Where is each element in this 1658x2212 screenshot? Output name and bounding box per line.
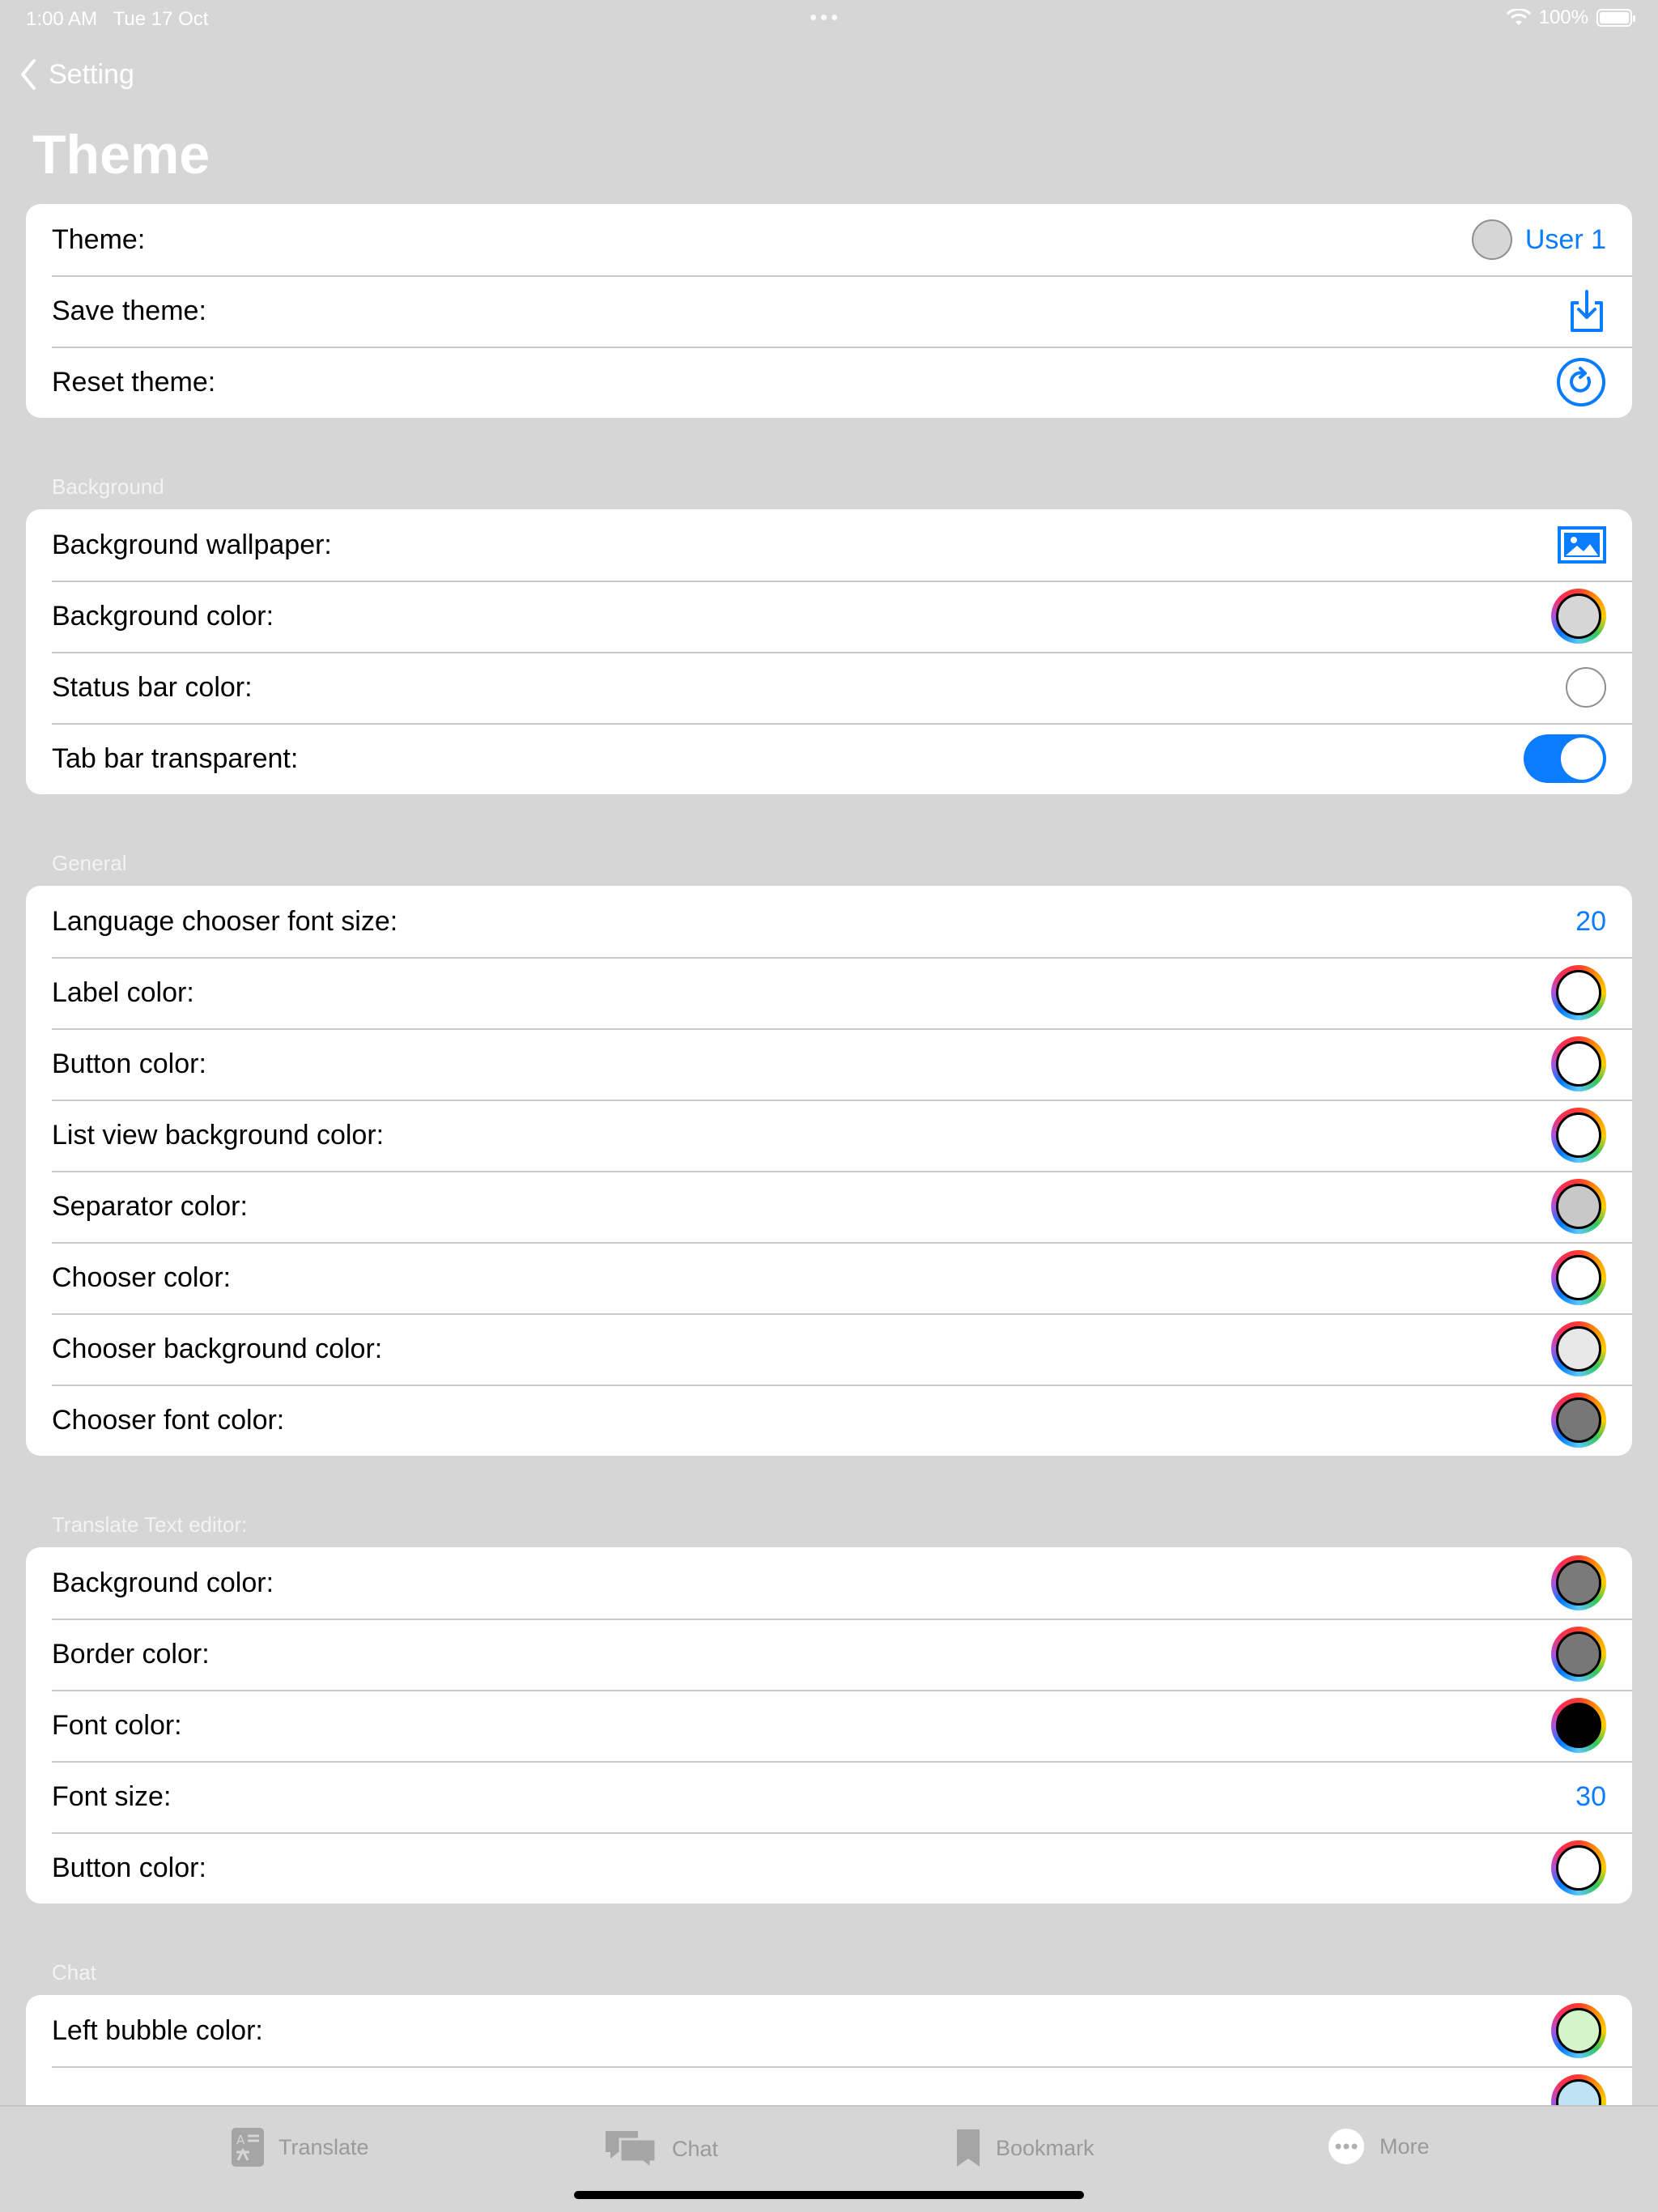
button-color-row[interactable] bbox=[26, 1028, 1632, 1100]
row-label: Left bubble color: bbox=[52, 2014, 263, 2046]
color-well[interactable] bbox=[1551, 1698, 1606, 1753]
color-well[interactable] bbox=[1551, 1840, 1606, 1895]
color-well[interactable] bbox=[1551, 1321, 1606, 1376]
wifi-icon bbox=[1507, 9, 1531, 27]
language-chooser-font-size-row[interactable] bbox=[26, 886, 1632, 957]
color-well[interactable] bbox=[1551, 1179, 1606, 1234]
row-label: Chooser background color: bbox=[52, 1333, 383, 1364]
theme-color-dot bbox=[1472, 219, 1512, 260]
general-group bbox=[26, 886, 1632, 1456]
color-swatch bbox=[1556, 1703, 1601, 1748]
row-label: Button color: bbox=[52, 1048, 206, 1079]
row-label: Border color: bbox=[52, 1638, 210, 1670]
section-header-background: Background bbox=[52, 474, 164, 499]
section-header-general: General bbox=[52, 851, 127, 875]
row-label: Background wallpaper: bbox=[52, 529, 332, 560]
page-title: Theme bbox=[32, 124, 210, 185]
row-label: Tab bar transparent: bbox=[52, 742, 299, 774]
color-well[interactable] bbox=[1551, 1393, 1606, 1448]
bookmark-icon bbox=[955, 2128, 981, 2168]
chat-bubbles-icon bbox=[604, 2128, 657, 2170]
color-well[interactable] bbox=[1551, 2003, 1606, 2058]
tab-bookmark[interactable] bbox=[955, 2128, 1095, 2168]
color-well[interactable] bbox=[1551, 1627, 1606, 1682]
row-label: Language chooser font size: bbox=[52, 905, 398, 937]
reset-theme-row[interactable] bbox=[26, 347, 1632, 418]
back-label: Setting bbox=[49, 58, 134, 90]
color-swatch bbox=[1556, 1326, 1601, 1372]
tab-label: More bbox=[1380, 2133, 1430, 2159]
tab-more[interactable] bbox=[1328, 2128, 1430, 2165]
save-theme-row[interactable] bbox=[26, 275, 1632, 347]
row-label: List view background color: bbox=[52, 1119, 385, 1151]
color-well[interactable] bbox=[1551, 965, 1606, 1020]
battery-icon bbox=[1596, 9, 1632, 27]
svg-text:A: A bbox=[236, 2133, 245, 2147]
color-swatch bbox=[1556, 1631, 1601, 1677]
tab-bar-transparent-toggle[interactable] bbox=[1524, 734, 1606, 783]
translate-editor-group bbox=[26, 1547, 1632, 1904]
tab-translate[interactable] bbox=[232, 2128, 369, 2167]
color-swatch bbox=[1556, 1112, 1601, 1158]
multitasking-dots[interactable]: ••• bbox=[810, 5, 842, 29]
row-label: Background color: bbox=[52, 600, 274, 632]
section-header-chat: Chat bbox=[52, 1960, 96, 1984]
image-icon[interactable] bbox=[1558, 526, 1606, 564]
tab-label: Translate bbox=[278, 2134, 369, 2159]
save-theme-label: Save theme: bbox=[52, 295, 206, 326]
color-well[interactable] bbox=[1551, 589, 1606, 644]
row-label: Separator color: bbox=[52, 1190, 248, 1222]
settings-content[interactable] bbox=[26, 204, 1632, 2138]
list-view-background-color-row[interactable] bbox=[26, 1100, 1632, 1171]
background-color-row[interactable] bbox=[26, 581, 1632, 652]
reset-theme-label: Reset theme: bbox=[52, 366, 216, 398]
color-swatch bbox=[1556, 1397, 1601, 1443]
color-well[interactable] bbox=[1551, 1036, 1606, 1091]
color-well[interactable] bbox=[1551, 1555, 1606, 1610]
status-right bbox=[1507, 6, 1632, 29]
color-swatch bbox=[1556, 1845, 1601, 1891]
label-color-row[interactable] bbox=[26, 957, 1632, 1028]
row-label: Status bar color: bbox=[52, 671, 253, 703]
row-label: Background color: bbox=[52, 1567, 274, 1598]
tab-chat[interactable] bbox=[604, 2128, 718, 2170]
editor-button-color-row[interactable] bbox=[26, 1832, 1632, 1904]
battery-percent: 100% bbox=[1538, 6, 1588, 28]
status-bar bbox=[0, 0, 1658, 39]
reset-icon[interactable] bbox=[1556, 357, 1606, 407]
left-bubble-color-row[interactable] bbox=[26, 1995, 1632, 2066]
home-indicator bbox=[574, 2191, 1084, 2199]
status-bar-color-row[interactable] bbox=[26, 652, 1632, 723]
editor-border-color-row[interactable] bbox=[26, 1619, 1632, 1690]
row-label: Button color: bbox=[52, 1852, 206, 1883]
chooser-font-color-row[interactable] bbox=[26, 1385, 1632, 1456]
translate-icon bbox=[232, 2128, 264, 2167]
separator-color-row[interactable] bbox=[26, 1171, 1632, 1242]
editor-font-size-row[interactable] bbox=[26, 1761, 1632, 1832]
background-group bbox=[26, 509, 1632, 794]
color-swatch bbox=[1556, 1041, 1601, 1087]
color-swatch bbox=[1556, 1184, 1601, 1229]
tab-label: Chat bbox=[672, 2136, 719, 2161]
chooser-background-color-row[interactable] bbox=[26, 1313, 1632, 1385]
theme-label: Theme: bbox=[52, 223, 146, 255]
editor-background-color-row[interactable] bbox=[26, 1547, 1632, 1619]
row-label: Chooser color: bbox=[52, 1261, 232, 1293]
editor-font-size-value[interactable]: 30 bbox=[1575, 1780, 1606, 1812]
chevron-left-icon bbox=[19, 58, 37, 91]
color-swatch bbox=[1556, 1560, 1601, 1606]
font-size-value[interactable]: 20 bbox=[1575, 905, 1606, 937]
status-time: 1:00 AM Tue 17 Oct bbox=[26, 8, 209, 30]
color-swatch bbox=[1556, 593, 1601, 639]
download-icon[interactable] bbox=[1567, 288, 1606, 334]
theme-selector[interactable] bbox=[1472, 219, 1606, 260]
toggle-knob bbox=[1561, 738, 1603, 780]
theme-row[interactable] bbox=[26, 204, 1632, 275]
row-label: Font color: bbox=[52, 1709, 182, 1741]
color-swatch bbox=[1556, 970, 1601, 1015]
color-well[interactable] bbox=[1551, 1250, 1606, 1305]
row-label: Font size: bbox=[52, 1780, 172, 1812]
back-button[interactable] bbox=[19, 58, 134, 91]
theme-value: User 1 bbox=[1524, 223, 1606, 255]
color-swatch bbox=[1556, 2008, 1601, 2053]
editor-font-color-row[interactable] bbox=[26, 1690, 1632, 1761]
tab-label: Bookmark bbox=[996, 2135, 1095, 2160]
theme-group bbox=[26, 204, 1632, 418]
row-label: Label color: bbox=[52, 976, 194, 1008]
chooser-color-row[interactable] bbox=[26, 1242, 1632, 1313]
more-icon bbox=[1328, 2128, 1365, 2165]
row-label: Chooser font color: bbox=[52, 1404, 285, 1436]
color-well[interactable] bbox=[1551, 1108, 1606, 1163]
tab-bar-transparent-row bbox=[26, 723, 1632, 794]
section-header-translate-editor: Translate Text editor: bbox=[52, 1512, 248, 1537]
background-wallpaper-row[interactable] bbox=[26, 509, 1632, 581]
color-swatch bbox=[1556, 1255, 1601, 1300]
status-bar-color-circle[interactable] bbox=[1566, 667, 1606, 708]
